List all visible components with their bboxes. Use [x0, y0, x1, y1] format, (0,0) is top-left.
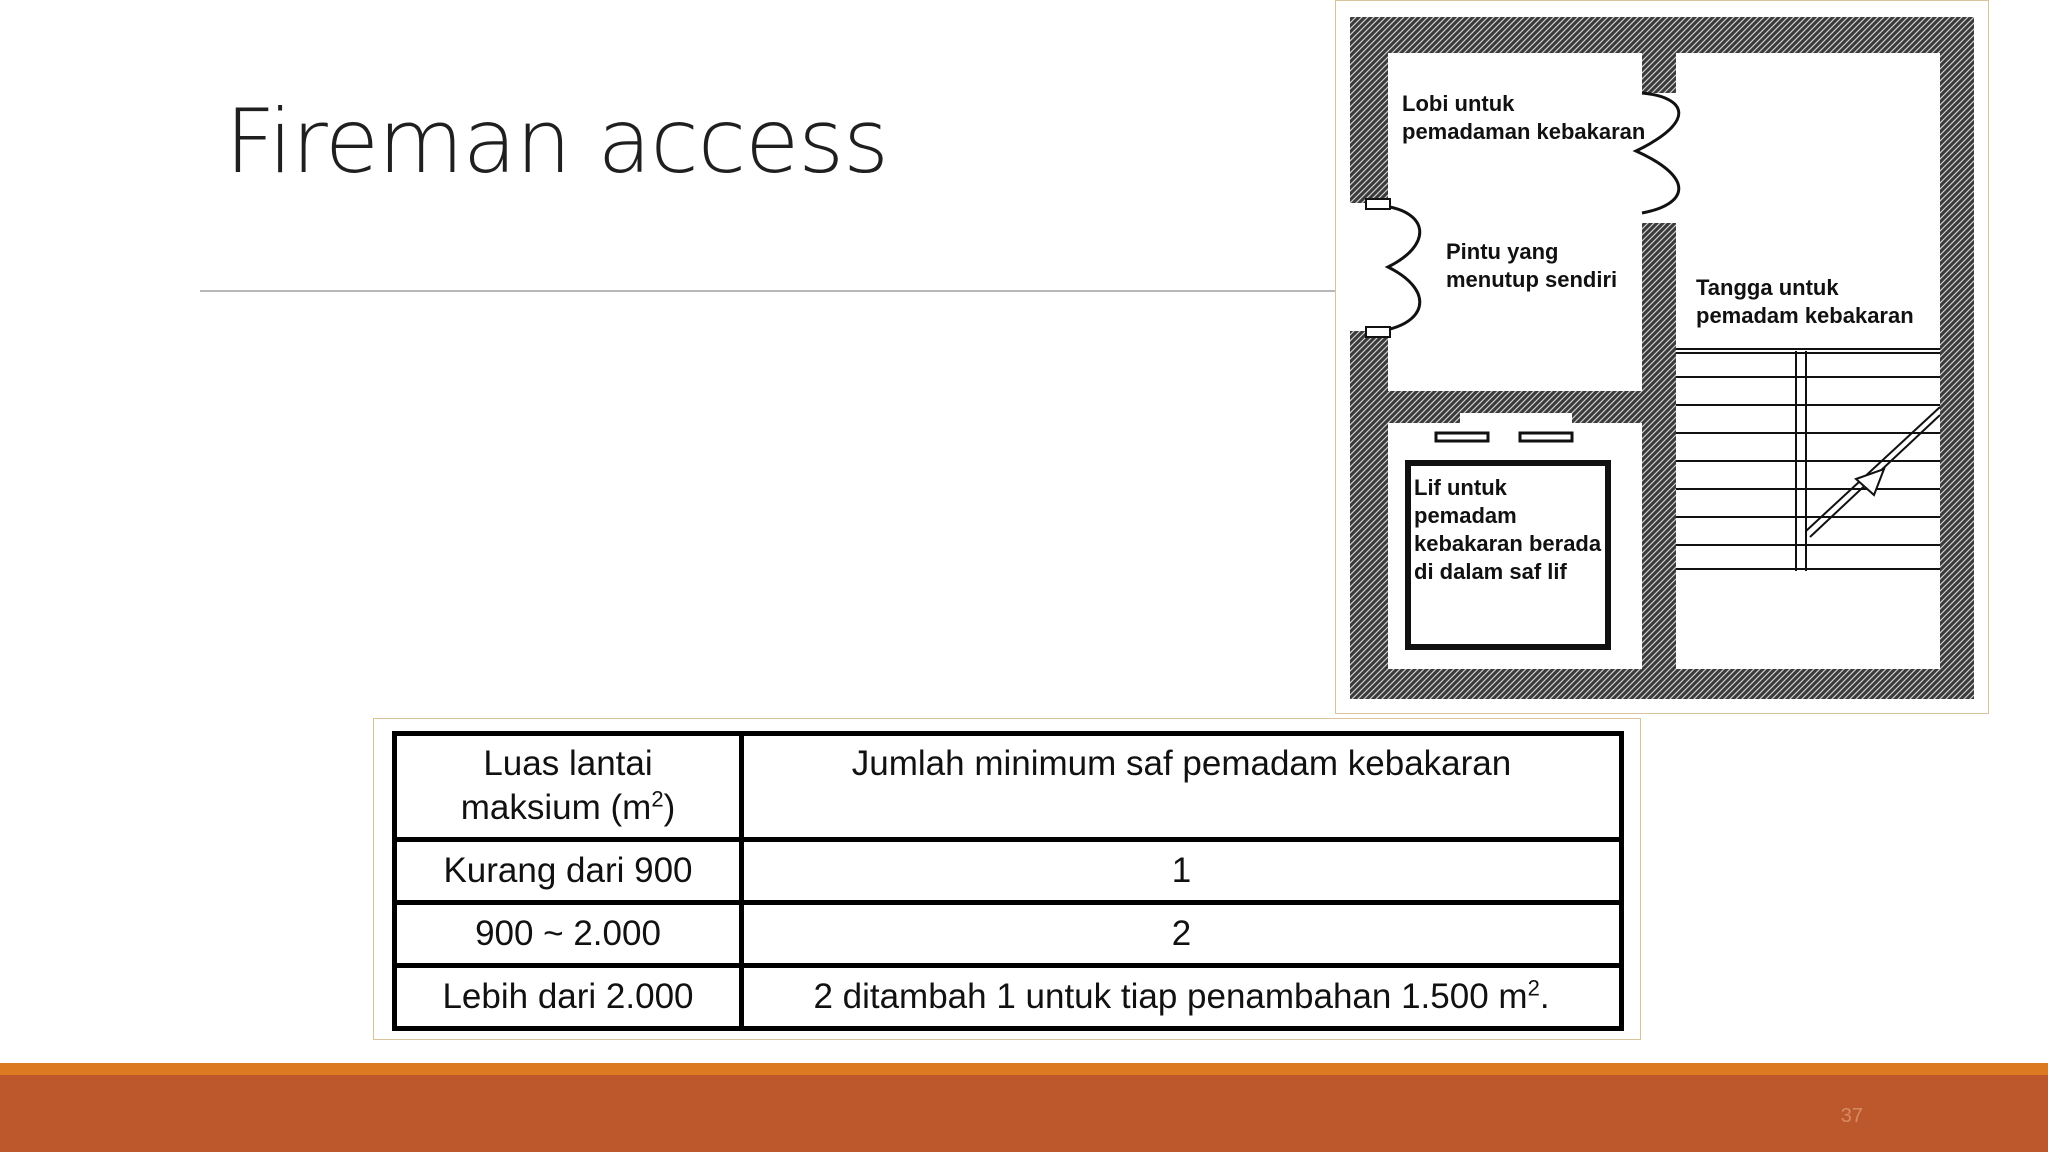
- title-divider: [200, 290, 1335, 292]
- table-header-row: [395, 734, 1622, 840]
- table-row: [395, 965, 1622, 1028]
- door-label-line1: Pintu yang: [1446, 239, 1559, 264]
- table-row: [395, 839, 1622, 902]
- header-min-shafts: Jumlah minimum saf pemadam kebakaran: [742, 734, 1622, 840]
- footer-accent-stripe: [0, 1063, 2048, 1075]
- cell-shafts-period: .: [1539, 976, 1550, 1016]
- cell-area: 900 ~ 2.000: [395, 902, 742, 965]
- footer-band: [0, 1063, 2048, 1152]
- door-label-line2: menutup sendiri: [1446, 267, 1618, 292]
- cell-area: Lebih dari 2.000: [395, 965, 742, 1028]
- cell-shafts: 2: [742, 902, 1622, 965]
- header-floor-area: [395, 734, 742, 840]
- lobby-label-line1: Lobi untuk: [1402, 91, 1515, 116]
- header-floor-area-sup: 2: [651, 786, 664, 812]
- table-row: [395, 902, 1622, 965]
- partition-left: [1388, 393, 1460, 423]
- central-wall-lower: [1642, 223, 1676, 669]
- cell-shafts: 1: [742, 839, 1622, 902]
- stair-label-line1: Tangga untuk: [1696, 275, 1839, 300]
- lift-label-line4: di dalam saf lif: [1414, 559, 1567, 584]
- door-jamb-bottom: [1366, 327, 1390, 337]
- header-floor-area-close: ): [663, 788, 676, 827]
- stair-label-line2: pemadam kebakaran: [1696, 303, 1914, 328]
- cell-shafts-text: 2 ditambah 1 untuk tiap penambahan 1.500 m: [813, 976, 1528, 1016]
- staircase-room: [1676, 53, 1940, 669]
- door-jamb-top: [1366, 199, 1390, 209]
- slide-title: Fireman access: [225, 90, 888, 193]
- cell-shafts-sup: 2: [1527, 975, 1540, 1001]
- lift-label-line2: pemadam: [1414, 503, 1517, 528]
- slide-number: 37: [1840, 1105, 1863, 1127]
- fire-shaft-requirements-table: [392, 731, 1624, 1031]
- floorplan-drawing: [1336, 1, 1988, 713]
- shaft-table-frame: [373, 718, 1641, 1040]
- header-floor-area-line1: Luas lantai: [483, 744, 653, 783]
- lift-label-line3: kebakaran berada: [1414, 531, 1602, 556]
- lift-label-line1: Lif untuk: [1414, 475, 1507, 500]
- lift-door-left: [1436, 433, 1488, 441]
- lobby-label-line2: pemadaman kebakaran: [1402, 119, 1646, 144]
- cell-shafts: [742, 965, 1622, 1028]
- left-door-opening: [1350, 203, 1390, 331]
- cell-area: Kurang dari 900: [395, 839, 742, 902]
- lift-door-right: [1520, 433, 1572, 441]
- central-wall-top: [1642, 53, 1676, 93]
- floorplan-diagram: [1335, 0, 1989, 714]
- header-floor-area-line2: maksium (m: [460, 788, 652, 827]
